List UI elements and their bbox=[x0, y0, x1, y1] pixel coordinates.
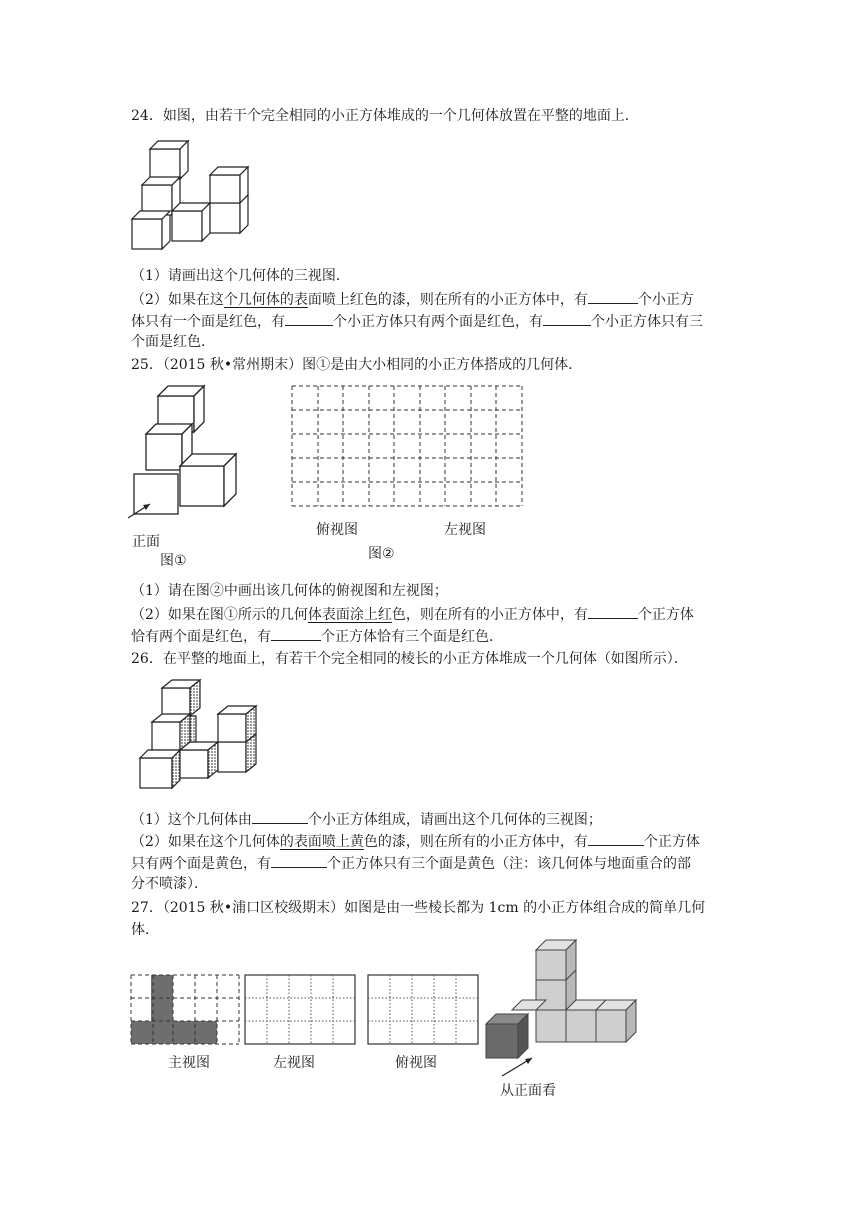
q26-stem: 26．在平整的地面上，有若干个完全相同的棱长的小正方体堆成一个几何体（如图所示）． bbox=[131, 651, 688, 667]
answer-blank[interactable] bbox=[543, 310, 591, 326]
q25-part2-line1: （2）如果在图①所示的几何体表面涂上红色，则在所有的小正方体中，有 个正方体 bbox=[131, 603, 694, 625]
q27-stem-line2: 体． bbox=[131, 922, 159, 938]
answer-blank[interactable] bbox=[271, 852, 327, 868]
q26-part2-line3: 分不喷漆）． bbox=[131, 876, 208, 892]
answer-blank[interactable] bbox=[588, 288, 638, 304]
q25-part1: （1）请在图②中画出该几何体的俯视图和左视图； bbox=[131, 583, 448, 599]
q26-part1: （1）这个几何体由 个小正方体组成，请画出这个几何体的三视图； bbox=[131, 808, 602, 830]
answer-blank[interactable] bbox=[588, 603, 638, 619]
q24-part2-line1: （2）如果在这个几何体的表面喷上红色的漆，则在所有的小正方体中，有 个小正方 bbox=[131, 288, 694, 310]
q27-top-view-label: 俯视图 bbox=[395, 1055, 437, 1071]
q26-cube-figure bbox=[136, 676, 262, 794]
q24-part2-line2: 体只有一个面是红色，有 个小正方体只有两个面是红色，有 个小正方体只有三 bbox=[131, 310, 703, 332]
q27-cube-figure bbox=[482, 936, 646, 1082]
q25-stem: 25．（2015 秋•常州期末）图①是由大小相同的小正方体搭成的几何体． bbox=[131, 357, 583, 373]
q27-main-view-label: 主视图 bbox=[168, 1055, 210, 1071]
answer-blank[interactable] bbox=[588, 830, 644, 846]
answer-blank[interactable] bbox=[271, 625, 321, 641]
q25-cube-figure bbox=[126, 384, 244, 520]
q25-left-view-label: 左视图 bbox=[444, 522, 486, 538]
answer-blank[interactable] bbox=[285, 310, 333, 326]
q27-left-view-label: 左视图 bbox=[273, 1055, 315, 1071]
answer-blank[interactable] bbox=[252, 808, 308, 824]
q24-part2-line3: 个面是红色． bbox=[131, 334, 215, 350]
q24-cube-figure bbox=[128, 138, 252, 254]
q25-part2-line2: 恰有两个面是红色，有 个正方体恰有三个面是红色． bbox=[131, 625, 503, 647]
q25-dashed-grid bbox=[290, 384, 524, 508]
q25-fig1-caption: 图① bbox=[160, 553, 187, 569]
q27-stem-line1: 27．（2015 秋•浦口区校级期末）如图是由一些棱长都为 1cm 的小正方体组合成的简单几何 bbox=[131, 900, 706, 916]
q27-left-view-grid bbox=[243, 973, 357, 1047]
q27-main-view-grid bbox=[129, 973, 241, 1047]
q24-stem: 24．如图，由若干个完全相同的小正方体堆成的一个几何体放置在平整的地面上． bbox=[131, 108, 639, 124]
q27-front-label: 从正面看 bbox=[500, 1083, 556, 1099]
q27-top-view-grid bbox=[366, 973, 480, 1047]
q25-fig2-caption: 图② bbox=[368, 546, 395, 562]
q25-top-view-label: 俯视图 bbox=[316, 522, 358, 538]
q26-part2-line2: 只有两个面是黄色，有 个正方体只有三个面是黄色（注：该几何体与地面重合的部 bbox=[131, 852, 691, 874]
q26-part2-line1: （2）如果在这个几何体的表面喷上黄色的漆，则在所有的小正方体中，有 个正方体 bbox=[131, 830, 700, 852]
q25-front-label: 正面 bbox=[132, 534, 160, 550]
q24-part1: （1）请画出这个几何体的三视图． bbox=[131, 268, 350, 284]
